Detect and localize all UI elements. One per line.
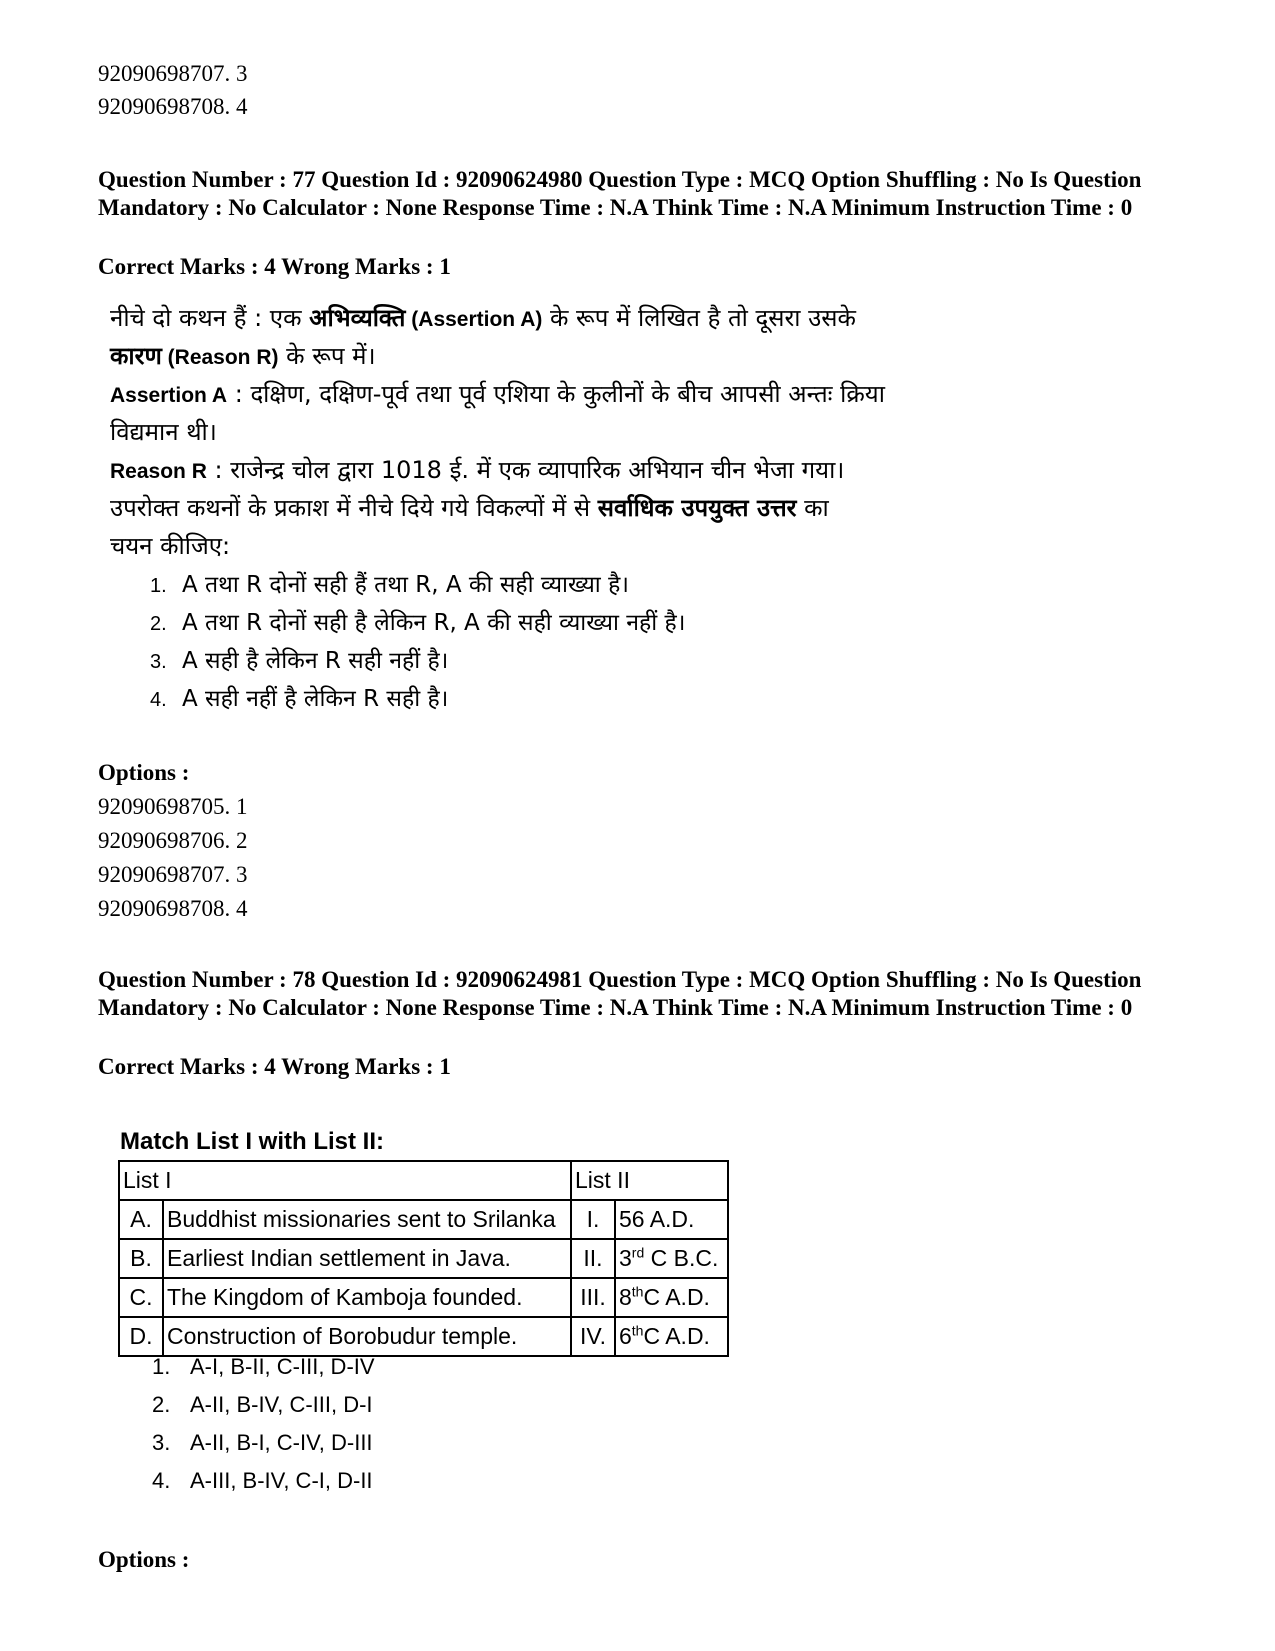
match-title: Match List I with List II:	[120, 1128, 384, 1155]
answer-choice: 3. A सही है लेकिन R सही नहीं है।	[150, 648, 449, 674]
table-row	[119, 1278, 728, 1317]
question-77-meta: Question Number : 77 Question Id : 92090624980 Question Type : MCQ Option Shuffling : No Is Question Mandatory : No Calculator : None Response Time : N.A Think Time : N.A Minimum Instruction Time : 0	[98, 167, 1142, 220]
option-line: 92090698706. 2	[98, 828, 248, 853]
list-1-header: List I	[119, 1161, 571, 1200]
match-table	[118, 1160, 729, 1357]
option-line: 92090698705. 1	[98, 794, 248, 819]
reason-text: Reason R : राजेन्द्र चोल द्वारा 1018 ई. में एक व्यापारिक अभियान चीन भेजा गया।	[110, 456, 845, 484]
table-row	[119, 1200, 728, 1239]
row-value: 56 A.D.	[615, 1200, 728, 1239]
row-desc: The Kingdom of Kamboja founded.	[163, 1278, 571, 1317]
table-header-row	[119, 1161, 728, 1200]
assertion-text-2: विद्यमान थी।	[110, 418, 217, 446]
option-line: 92090698708. 4	[98, 94, 248, 119]
table-row	[119, 1317, 728, 1356]
answer-choice: 1. A-I, B-II, C-III, D-IV	[152, 1354, 375, 1379]
row-key: C.	[119, 1278, 163, 1317]
row-value: 6thC A.D.	[615, 1317, 728, 1356]
options-heading: Options :	[98, 1547, 190, 1572]
row-key: D.	[119, 1317, 163, 1356]
option-line: 92090698707. 3	[98, 61, 248, 86]
instruction-text: उपरोक्त कथनों के प्रकाश में नीचे दिये गये विकल्पों में से सर्वाधिक उपयुक्त उत्तर का	[110, 494, 829, 522]
answer-choice: 1. A तथा R दोनों सही हैं तथा R, A की सही व्याख्या है।	[150, 572, 630, 598]
answer-choice: 2. A-II, B-IV, C-III, D-I	[152, 1392, 373, 1417]
answer-choice: 4. A सही नहीं है लेकिन R सही है।	[150, 686, 449, 712]
option-line: 92090698708. 4	[98, 896, 248, 921]
assertion-text: Assertion A : दक्षिण, दक्षिण-पूर्व तथा पूर्व एशिया के कुलीनों के बीच आपसी अन्तः क्रिया	[110, 380, 885, 408]
row-desc: Earliest Indian settlement in Java.	[163, 1239, 571, 1278]
row-roman: I.	[571, 1200, 615, 1239]
question-77-marks: Correct Marks : 4 Wrong Marks : 1	[98, 254, 451, 279]
row-roman: III.	[571, 1278, 615, 1317]
row-desc: Buddhist missionaries sent to Srilanka	[163, 1200, 571, 1239]
row-desc: Construction of Borobudur temple.	[163, 1317, 571, 1356]
row-value: 3rd C B.C.	[615, 1239, 728, 1278]
answer-choice: 4. A-III, B-IV, C-I, D-II	[152, 1468, 373, 1493]
options-heading: Options :	[98, 760, 190, 785]
row-value: 8thC A.D.	[615, 1278, 728, 1317]
question-78-marks: Correct Marks : 4 Wrong Marks : 1	[98, 1054, 451, 1079]
row-key: A.	[119, 1200, 163, 1239]
list-2-header: List II	[571, 1161, 728, 1200]
instruction-text-2: चयन कीजिए:	[110, 532, 231, 560]
statement-intro: नीचे दो कथन हैं : एक अभिव्यक्ति (Assertion A) के रूप में लिखित है तो दूसरा उसके	[110, 304, 856, 332]
table-row	[119, 1239, 728, 1278]
answer-choice: 2. A तथा R दोनों सही है लेकिन R, A की सही व्याख्या नहीं है।	[150, 610, 686, 636]
row-roman: IV.	[571, 1317, 615, 1356]
row-roman: II.	[571, 1239, 615, 1278]
statement-intro-2: कारण (Reason R) के रूप में।	[110, 342, 376, 370]
option-line: 92090698707. 3	[98, 862, 248, 887]
answer-choice: 3. A-II, B-I, C-IV, D-III	[152, 1430, 373, 1455]
row-key: B.	[119, 1239, 163, 1278]
question-78-meta: Question Number : 78 Question Id : 92090624981 Question Type : MCQ Option Shuffling : No Is Question Mandatory : No Calculator : None Response Time : N.A Think Time : N.A Minimum Instruction Time : 0	[98, 967, 1142, 1020]
